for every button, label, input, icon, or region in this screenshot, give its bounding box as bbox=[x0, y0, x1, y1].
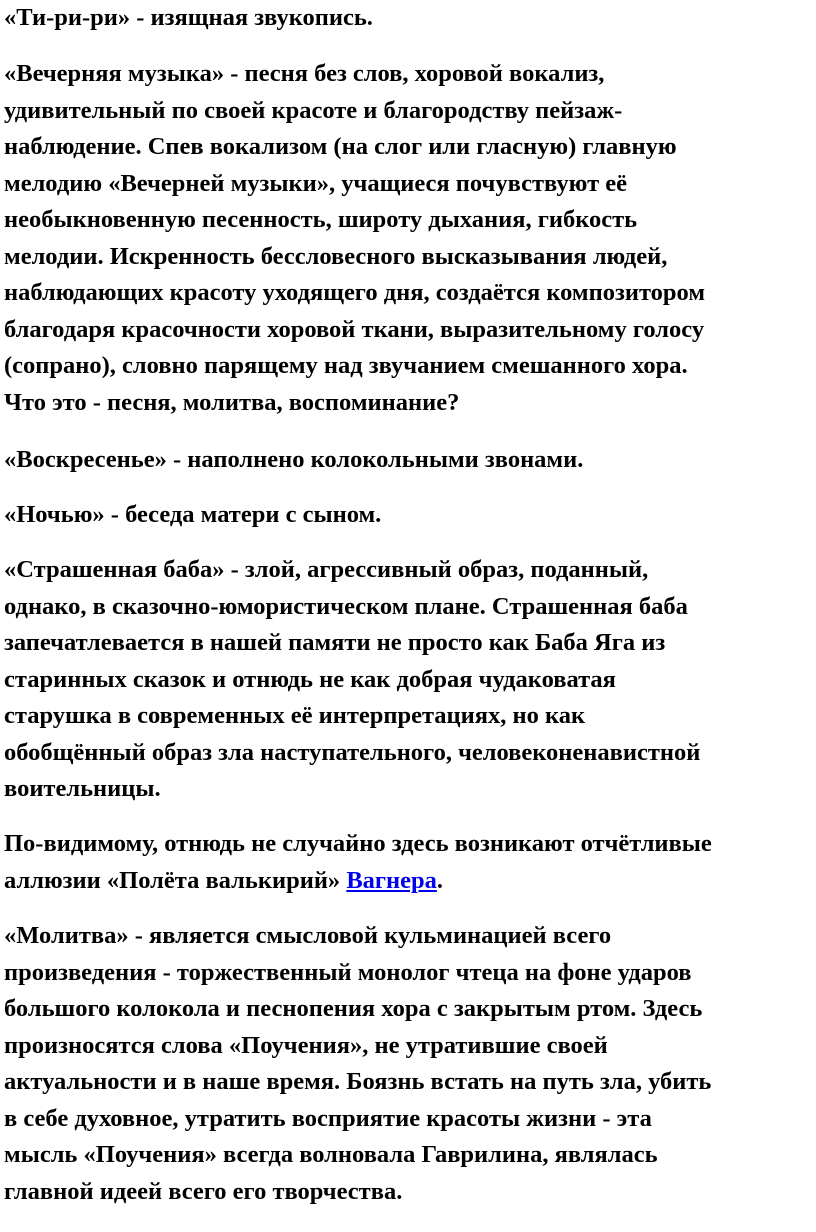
text-segment: . bbox=[436, 866, 444, 894]
text-line: воительницы. bbox=[4, 775, 161, 802]
text-line: «Ти-ри-ри» - изящная звукопись. bbox=[4, 4, 373, 31]
paragraph-prayer bbox=[4, 918, 711, 1210]
text-line: наблюдающих красоту уходящего дня, создаётся композитором bbox=[4, 279, 706, 306]
text-line: «Ночью» - беседа матери с сыном. bbox=[4, 501, 382, 528]
text-segment: аллюзии «Полёта валькирий» bbox=[4, 866, 347, 894]
text-line: большого колокола и песнопения хора с закрытым ртом. Здесь bbox=[4, 995, 703, 1022]
text-line: однако, в сказочно-юмористическом плане. Страшенная баба bbox=[4, 592, 688, 620]
paragraph-evening-music bbox=[4, 56, 705, 421]
text-line bbox=[4, 863, 712, 900]
text-line: «Страшенная баба» - злой, агрессивный образ, поданный, bbox=[4, 556, 649, 583]
text-line: обобщённый образ зла наступательного, человеконенавистной bbox=[4, 738, 701, 766]
text-line: мелодии. Искренность бессловесного высказывания людей, bbox=[4, 242, 668, 270]
paragraph-ti-ri-ri bbox=[4, 0, 373, 37]
text-line: «Воскресенье» - наполнено колокольными звонами. bbox=[4, 446, 584, 473]
text-line: главной идеей всего его творчества. bbox=[4, 1177, 403, 1205]
wagner-link[interactable]: Вагнера bbox=[346, 866, 437, 894]
text-line: необыкновенную песенность, широту дыхания, гибкость bbox=[4, 206, 638, 233]
paragraph-valkyries bbox=[4, 826, 712, 899]
text-line: в себе духовное, утратить восприятие красоты жизни - эта bbox=[4, 1104, 652, 1132]
text-line: «Вечерняя музыка» - песня без слов, хоровой вокализ, bbox=[4, 60, 605, 87]
paragraph-terrible-woman bbox=[4, 552, 700, 808]
text-line: «Молитва» - является смысловой кульминацией всего bbox=[4, 922, 612, 949]
text-line: произносятся слова «Поучения», не утратившие своей bbox=[4, 1031, 608, 1059]
text-line: старушка в современных её интерпретациях, но как bbox=[4, 702, 586, 729]
text-line: благодаря красочности хоровой ткани, выразительному голосу bbox=[4, 315, 705, 343]
text-line: мысль «Поучения» всегда волновала Гаврилина, являлась bbox=[4, 1141, 658, 1168]
text-line: мелодию «Вечерней музыки», учащиеся почувствуют её bbox=[4, 169, 627, 197]
text-line: По-видимому, отнюдь не случайно здесь возникают отчётливые bbox=[4, 830, 712, 857]
text-line: актуальности и в наше время. Боязнь встать на путь зла, убить bbox=[4, 1068, 712, 1095]
paragraph-sunday bbox=[4, 442, 583, 479]
text-line: запечатлевается в нашей памяти не просто как Баба Яга из bbox=[4, 629, 666, 656]
text-line: старинных сказок и отнюдь не как добрая чудаковатая bbox=[4, 665, 616, 693]
text-line: удивительный по своей красоте и благородству пейзаж- bbox=[4, 96, 623, 124]
text-line: Что это - песня, молитва, воспоминание? bbox=[4, 388, 460, 416]
text-line: произведения - торжественный монолог чтеца на фоне ударов bbox=[4, 958, 692, 986]
text-line: наблюдение. Спев вокализом (на слог или гласную) главную bbox=[4, 133, 677, 160]
text-line: (сопрано), словно парящему над звучанием смешанного хора. bbox=[4, 352, 688, 379]
paragraph-at-night bbox=[4, 497, 381, 534]
